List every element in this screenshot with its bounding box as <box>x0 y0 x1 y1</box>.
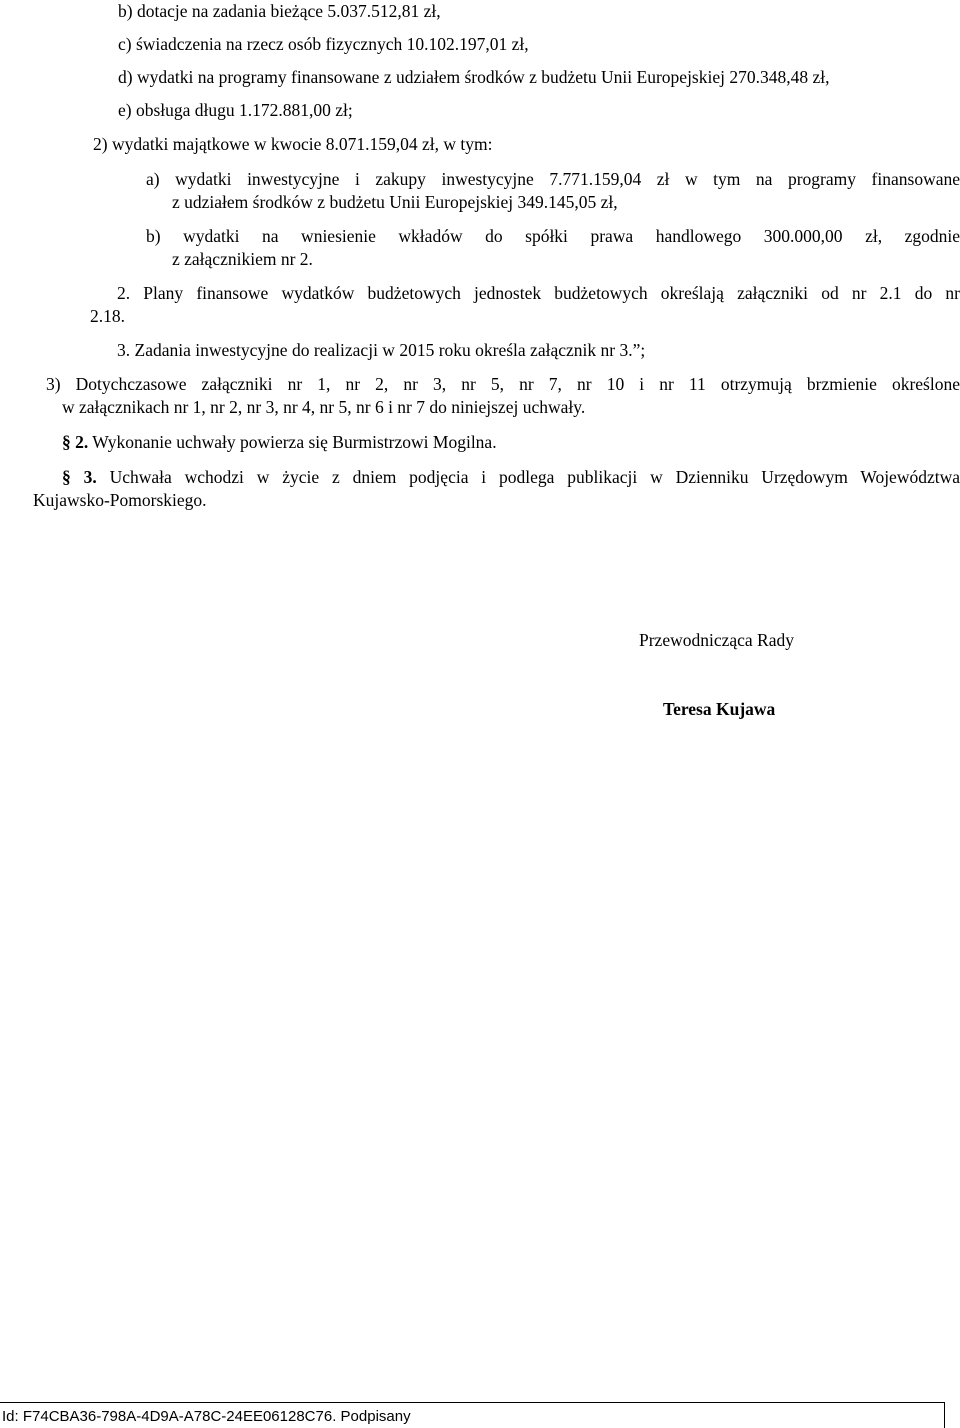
paragraph-2 <box>62 431 497 453</box>
item-a-inwestycyjne-line2: z udziałem środków z budżetu Unii Europejskiej 349.145,05 zł, <box>172 192 618 212</box>
paragraph-3-mark: § 3. <box>62 467 97 487</box>
item-b-wniesienie-line1: b) wydatki na wniesienie wkładów do spółki prawa handlowego 300.000,00 zł, zgodnie <box>146 226 960 246</box>
point-2-line2: 2.18. <box>90 306 125 326</box>
item-2-wydatki-majatkowe: 2) wydatki majątkowe w kwocie 8.071.159,04 zł, w tym: <box>93 134 493 154</box>
item-b-dotacje: b) dotacje na zadania bieżące 5.037.512,81 zł, <box>118 1 441 21</box>
item-d-wydatki-ue: d) wydatki na programy finansowane z udziałem środków z budżetu Unii Europejskiej 270.348,48 zł, <box>118 67 830 87</box>
paragraph-3-line1 <box>62 466 960 488</box>
signature-name: Teresa Kujawa <box>663 699 776 719</box>
paragraph-2-text: Wykonanie uchwały powierza się Burmistrzowi Mogilna. <box>88 432 497 452</box>
point-3: 3. Zadania inwestycyjne do realizacji w 2015 roku określa załącznik nr 3.”; <box>117 340 646 360</box>
point-2-line1: 2. Plany finansowe wydatków budżetowych jednostek budżetowych określają załączniki od nr 2.1 do nr <box>117 283 960 303</box>
footer-document-id: Id: F74CBA36-798A-4D9A-A78C-24EE06128C76. Podpisany <box>2 1408 411 1425</box>
signature-title: Przewodnicząca Rady <box>639 630 794 650</box>
attachments-line1: 3) Dotychczasowe załączniki nr 1, nr 2, nr 3, nr 5, nr 7, nr 10 i nr 11 otrzymują brzmienie określone <box>46 374 960 394</box>
paragraph-3-line2: Kujawsko-Pomorskiego. <box>33 490 207 510</box>
paragraph-3-text-line1: Uchwała wchodzi w życie z dniem podjęcia i podlega publikacji w Dzienniku Urzędowym Województwa <box>96 467 960 487</box>
item-a-inwestycyjne-line1: a) wydatki inwestycyjne i zakupy inwestycyjne 7.771.159,04 zł w tym na programy finansowane <box>146 169 960 189</box>
item-e-obsluga-dlugu: e) obsługa długu 1.172.881,00 zł; <box>118 100 353 120</box>
attachments-line2: w załącznikach nr 1, nr 2, nr 3, nr 4, nr 5, nr 6 i nr 7 do niniejszej uchwały. <box>62 397 586 417</box>
item-b-wniesienie-line2: z załącznikiem nr 2. <box>172 249 313 269</box>
item-c-swiadczenia: c) świadczenia na rzecz osób fizycznych 10.102.197,01 zł, <box>118 34 529 54</box>
paragraph-2-mark: § 2. <box>62 432 89 452</box>
